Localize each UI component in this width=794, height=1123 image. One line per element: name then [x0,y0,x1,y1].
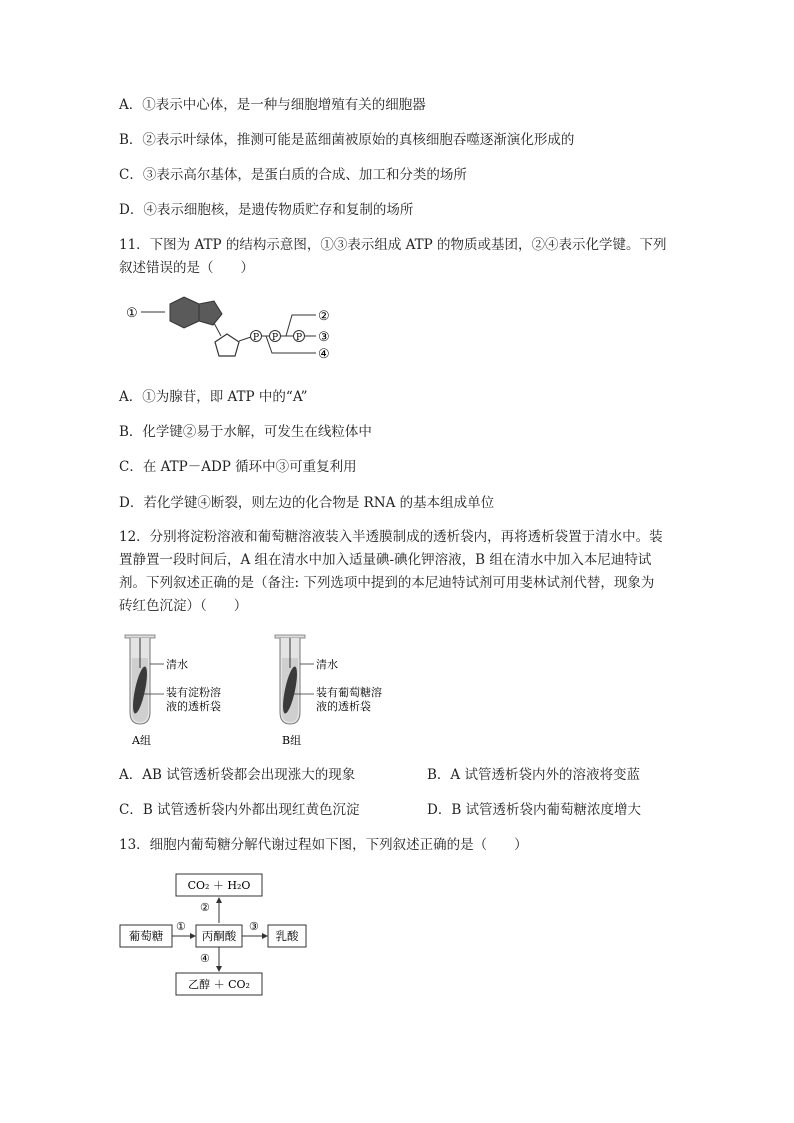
phosphate-3 [294,331,305,344]
atp-label-4: ④ [318,347,330,362]
q10-option-b: B．②表示叶绿体，推测可能是蓝细菌被原始的真核细胞吞噬逐渐演化形成的 [119,132,575,148]
q12-option-d: D．B 试管透析袋内葡萄糖浓度增大 [427,802,642,818]
q12-stem-line4: 砖红色沉淀）（ ） [119,598,248,614]
q10-option-c: C．③表示高尔基体，是蛋白质的合成、加工和分类的场所 [119,167,467,183]
step-1-label: ① [176,920,186,933]
bag-label-a-line1: 装有淀粉溶 [166,686,221,699]
test-tube-a [125,635,155,724]
atp-label-2: ② [318,309,330,324]
lactate-label: 乳酸 [275,929,299,943]
q12-option-a: A．AB 试管透析袋都会出现涨大的现象 [119,767,356,783]
q12-stem-line1: 12．分别将淀粉溶液和葡萄糖溶液装入半透膜制成的透析袋内，再将透析袋置于清水中。装 [119,529,663,545]
glucose-metabolism-figure [118,870,318,998]
q12-stem-line3: 剂。下列叙述正确的是（备注: 下列选项中提到的本尼迪特试剂可用斐林试剂代替，现象为 [119,575,655,591]
q11-option-b: B．化学键②易于水解，可发生在线粒体中 [119,424,372,440]
q12-stem-line2: 置静置一段时间后，A 组在清水中加入适量碘-碘化钾溶液，B 组在清水中加入本尼迪特试 [119,552,652,568]
adenine-pentagon [199,301,222,325]
step-4-label: ④ [200,952,210,965]
q10-option-d: D．④表示细胞核，是遗传物质贮存和复制的场所 [119,202,414,218]
phosphate-2 [270,331,281,344]
pyruvate-label: 丙酮酸 [201,929,237,943]
atp-label-3: ③ [318,330,330,345]
q13-stem: 13．细胞内葡萄糖分解代谢过程如下图，下列叙述正确的是（ ） [119,837,528,853]
q11-option-c: C．在 ATP－ADP 循环中③可重复利用 [119,459,357,475]
bag-label-a-line2: 液的透析袋 [166,700,221,713]
q11-option-a: A．①为腺苷，即 ATP 中的“A” [119,389,308,405]
phosphate-1 [251,331,262,344]
bag-label-b-line2: 液的透析袋 [316,700,371,713]
q12-option-b: B．A 试管透析袋内外的溶液将变蓝 [427,767,640,783]
co2-h2o-label: CO₂ ＋ H₂O [187,879,251,892]
water-label-b: 清水 [316,658,338,671]
q10-option-a: A．①表示中心体，是一种与细胞增殖有关的细胞器 [119,97,426,113]
ethanol-co2-label: 乙醇 ＋ CO₂ [188,978,250,991]
q11-stem-line2: 叙述错误的是（ ） [119,260,254,276]
q11-option-d: D．若化学键④断裂，则左边的化合物是 RNA 的基本组成单位 [119,495,495,511]
glucose-label: 葡萄糖 [128,929,164,943]
dialysis-bag-figure [120,632,410,752]
bag-label-b-line1: 装有葡萄糖溶 [316,686,382,699]
group-a-label: A组 [132,734,151,747]
adenine-hexagon [170,297,199,328]
test-tube-b [275,635,305,724]
step-2-label: ② [200,901,210,914]
water-label-a: 清水 [166,658,188,671]
atp-structure-figure [120,290,350,370]
q12-option-c: C．B 试管透析袋内外都出现红黄色沉淀 [119,802,360,818]
atp-label-1: ① [126,306,138,321]
q11-stem-line1: 11．下图为 ATP 的结构示意图，①③表示组成 ATP 的物质或基团，②④表示化学键。下列 [119,237,667,253]
svg-text:P: P [295,333,303,343]
svg-text:P: P [252,333,260,343]
step-3-label: ③ [249,920,259,933]
ribose-pentagon [215,334,239,356]
svg-text:P: P [271,333,279,343]
group-b-label: B组 [282,734,302,747]
